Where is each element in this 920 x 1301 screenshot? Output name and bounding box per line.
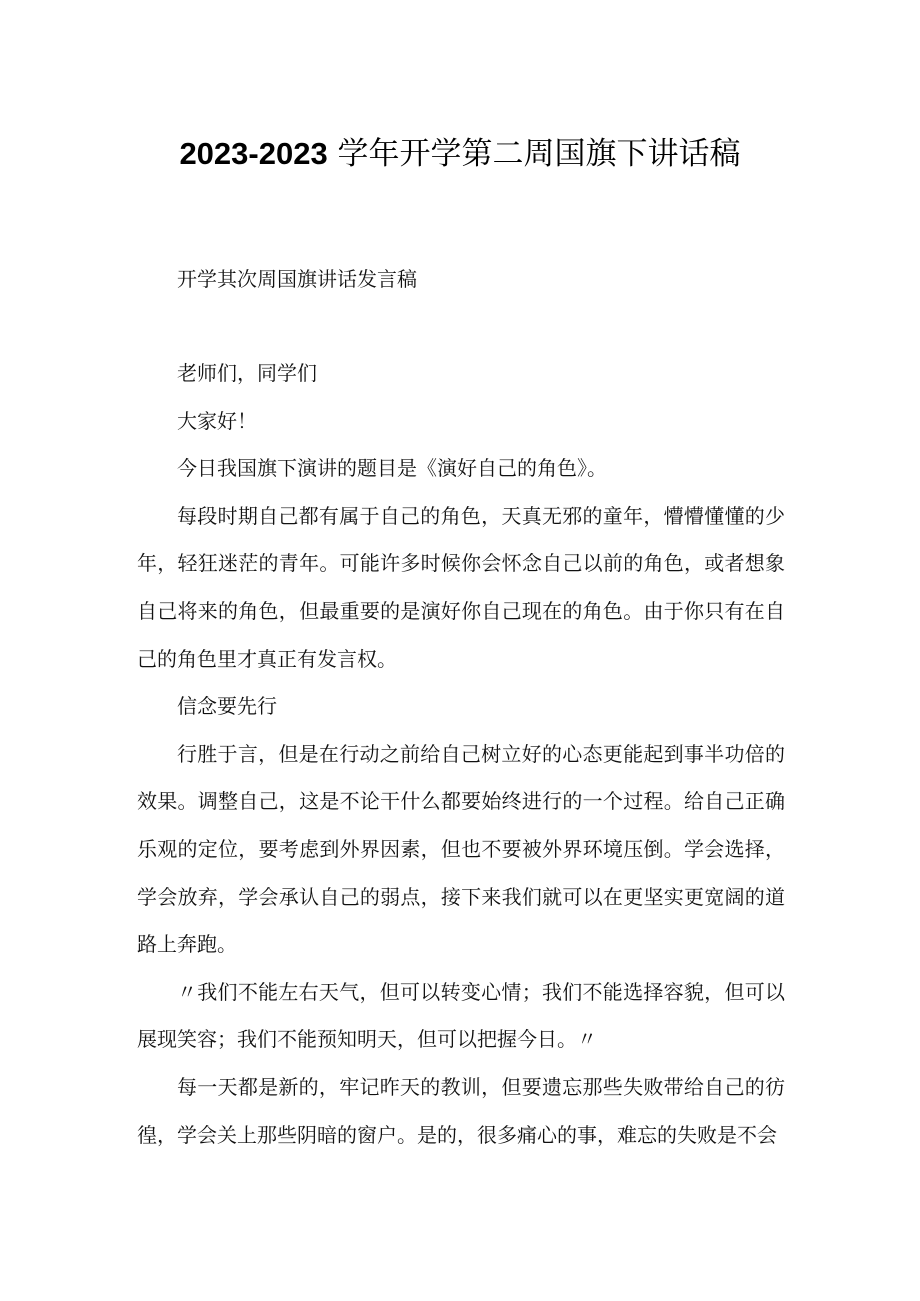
- paragraph-greeting-all: 大家好！: [177, 408, 257, 433]
- paragraph-greeting-teachers: 老师们，同学们: [177, 361, 317, 385]
- paragraph-quote: 〃我们不能左右天气，但可以转变心情；我们不能选择容貌，但可以展现笑容；我们不能预知明天，但可以把握今日。〃: [137, 979, 785, 1052]
- paragraph-action: 行胜于言，但是在行动之前给自己树立好的心态更能起到事半功倍的效果。调整自己，这是不论干什么都要始终进行的一个过程。给自己正确乐观的定位，要考虑到外界因素，但也不要被外界环境压倒。学会选择，学会放弃，学会承认自己的弱点，接下来我们就可以在更坚实更宽阔的道路上奔跑。: [137, 741, 785, 957]
- document-subtitle: 开学其次周国旗讲话发言稿: [177, 267, 417, 291]
- paragraph-topic: 今日我国旗下演讲的题目是《演好自己的角色》。: [177, 456, 607, 481]
- paragraph-new-day: 每一天都是新的，牢记昨天的教训，但要遗忘那些失败带给自己的彷徨，学会关上那些阴暗的窗户。是的，很多痛心的事，难忘的失败是不会: [137, 1074, 785, 1147]
- paragraph-roles: 每段时期自己都有属于自己的角色，天真无邪的童年，懵懵懂懂的少年，轻狂迷茫的青年。可能许多时候你会怀念自己以前的角色，或者想象自己将来的角色，但最重要的是演好你自己现在的角色。由于你只有在自己的角色里才真正有发言权。: [137, 503, 785, 671]
- document-title: [0, 132, 920, 176]
- document-body: [137, 350, 785, 1159]
- title-year-range: 2023-2023: [179, 136, 328, 171]
- title-text: 学年开学第二周国旗下讲话稿: [327, 136, 741, 172]
- section-heading-belief: 信念要先行: [177, 694, 277, 719]
